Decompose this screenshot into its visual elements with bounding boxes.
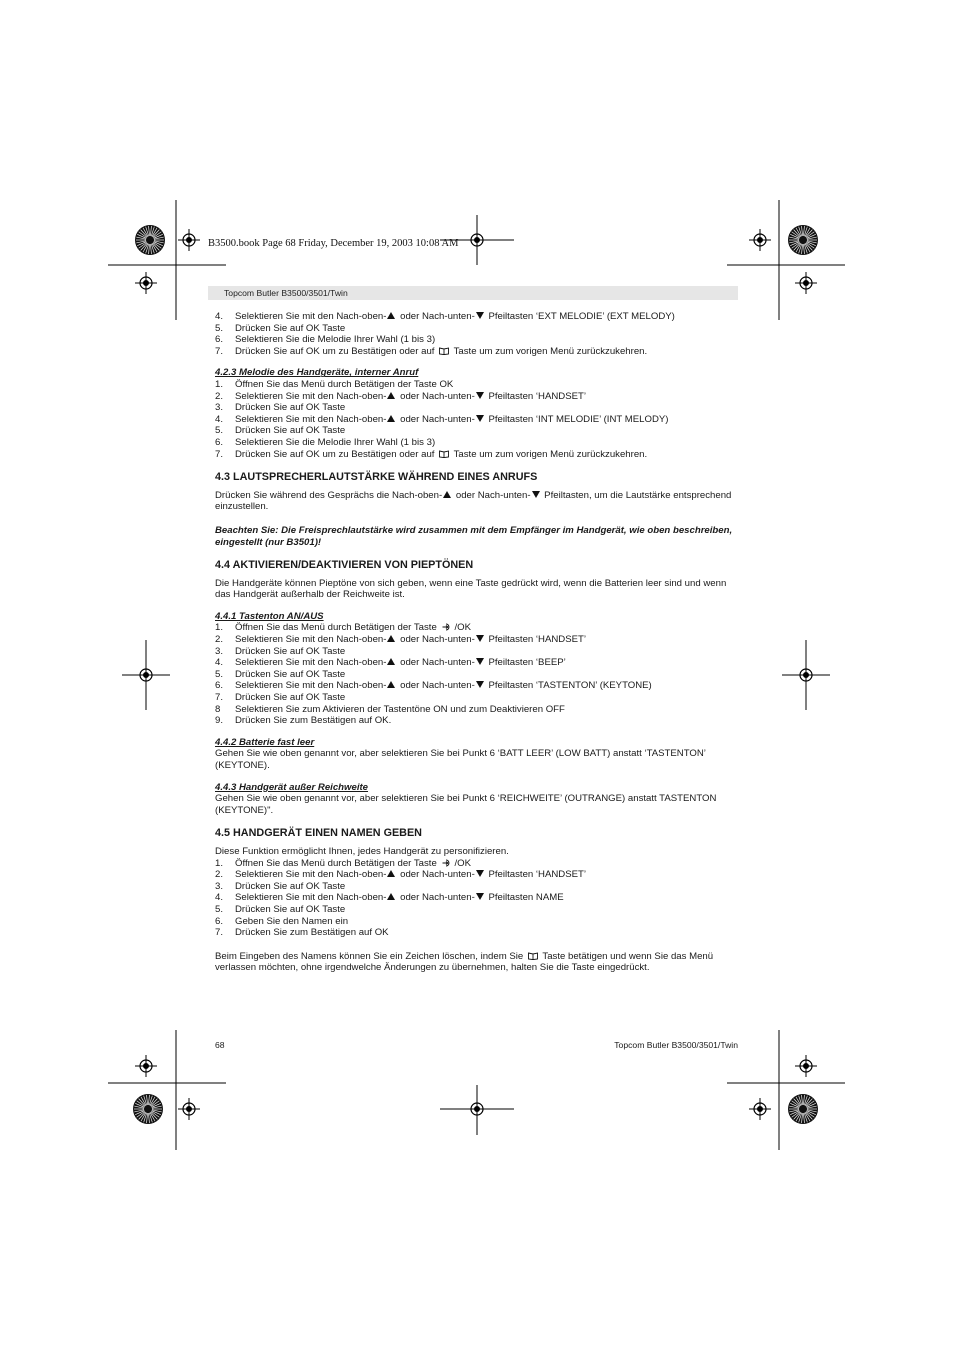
list-item-text: Drücken Sie zum Bestätigen auf OK xyxy=(235,927,389,939)
section-4-4-3-paragraph: Gehen Sie wie oben genannt vor, aber selektieren Sie bei Punkt 6 ‘REICHWEITE’ (OUTRANGE) anstatt TASTENTON (KEYTONE)". xyxy=(215,793,717,816)
up-arrow-icon xyxy=(387,392,395,399)
section-4-4-1-steps xyxy=(215,622,739,726)
section-4-3-title: 4.3 LAUTSPRECHERLAUTSTÄRKE WÄHREND EINES ANRUFS xyxy=(215,471,538,484)
header-title: Topcom Butler B3500/3501/Twin xyxy=(224,288,348,298)
melody-steps-list xyxy=(215,311,739,357)
list-item xyxy=(215,334,739,346)
running-header xyxy=(208,286,738,300)
list-item-number: 6. xyxy=(215,915,224,927)
list-item-number: 7. xyxy=(215,345,224,357)
list-item-number: 3. xyxy=(215,880,224,892)
down-arrow-icon xyxy=(476,893,484,900)
list-item-number: 3. xyxy=(215,402,224,414)
up-arrow-icon xyxy=(387,893,395,900)
list-item-text: Drücken Sie auf OK Taste xyxy=(235,880,346,892)
list-item-text: Drücken Sie auf OK Taste xyxy=(235,668,346,680)
page-content xyxy=(215,311,739,974)
list-item-text: Selektieren Sie mit den Nach-oben- oder Nach-unten- Pfeiltasten ‘BEEP’ xyxy=(235,657,566,669)
list-item-number: 7. xyxy=(215,692,224,704)
up-arrow-icon xyxy=(387,658,395,665)
list-item-number: 8 xyxy=(215,703,221,715)
menu-key-icon xyxy=(442,623,453,631)
list-item xyxy=(215,622,739,634)
section-4-4-paragraph: Die Handgeräte können Pieptöne von sich geben, wenn eine Taste gedrückt wird, wenn die Batterien leer sind und wenn das Handgerät außerhalb der Reichweite ist. xyxy=(215,577,727,601)
down-arrow-icon xyxy=(476,635,484,642)
list-item-text: Drücken Sie auf OK Taste xyxy=(235,903,346,915)
list-item-number: 4. xyxy=(215,413,224,425)
footer-title: Topcom Butler B3500/3501/Twin xyxy=(614,1040,738,1050)
section-4-4-1-title: 4.4.1 Tastenton AN/AUS xyxy=(215,610,324,622)
list-item xyxy=(215,379,739,391)
list-item-text: Selektieren Sie mit den Nach-oben- oder Nach-unten- Pfeiltasten ‘HANDSET’ xyxy=(235,390,587,402)
list-item-text: Öffnen Sie das Menü durch Betätigen der Taste /OK xyxy=(235,622,471,634)
list-item-number: 1. xyxy=(215,622,224,634)
list-item-number: 7. xyxy=(215,927,224,939)
section-4-3-note: Beachten Sie: Die Freisprechlautstärke wird zusammen mit dem Empfänger im Handgerät, wie oben beschreiben, eingestellt (nur B3501)! xyxy=(215,524,733,548)
list-item xyxy=(215,346,739,358)
list-item-text: Selektieren Sie mit den Nach-oben- oder Nach-unten- Pfeiltasten ‘EXT MELODIE’ (EXT MELODY) xyxy=(235,311,675,322)
list-item-text: Selektieren Sie mit den Nach-oben- oder Nach-unten- Pfeiltasten ‘HANDSET’ xyxy=(235,869,587,881)
list-item-text: Selektieren Sie die Melodie Ihrer Wahl (1 bis 3) xyxy=(235,436,436,448)
list-item-text: Öffnen Sie das Menü durch Betätigen der Taste /OK xyxy=(235,857,471,869)
down-arrow-icon xyxy=(476,312,484,319)
list-item xyxy=(215,858,739,870)
list-item xyxy=(215,904,739,916)
section-4-3-paragraph: Drücken Sie während des Gesprächs die Nach-oben- oder Nach-unten- Pfeiltasten, um die Lautstärke entsprechend einzustellen. xyxy=(215,489,732,513)
up-arrow-icon xyxy=(387,681,395,688)
list-item xyxy=(215,414,739,426)
list-item xyxy=(215,916,739,928)
list-item xyxy=(215,323,739,335)
list-item-number: 6. xyxy=(215,436,224,448)
list-item-number: 6. xyxy=(215,680,224,692)
list-item xyxy=(215,927,739,939)
down-arrow-icon xyxy=(476,392,484,399)
up-arrow-icon xyxy=(387,415,395,422)
list-item xyxy=(215,715,739,727)
list-item-text: Drücken Sie auf OK Taste xyxy=(235,645,346,657)
list-item xyxy=(215,437,739,449)
list-item-text: Drücken Sie auf OK um zu Bestätigen oder auf Taste um zum vorigen Menü zurückzukehren. xyxy=(235,448,648,460)
down-arrow-icon xyxy=(476,870,484,877)
list-item-number: 1. xyxy=(215,857,224,869)
list-item-text: Drücken Sie auf OK Taste xyxy=(235,425,346,437)
down-arrow-icon xyxy=(476,681,484,688)
list-item-text: Selektieren Sie mit den Nach-oben- oder Nach-unten- Pfeiltasten ‘HANDSET’ xyxy=(235,634,587,646)
list-item-number: 9. xyxy=(215,715,224,727)
section-4-2-3-steps xyxy=(215,379,739,460)
list-item-text: Öffnen Sie das Menü durch Betätigen der Taste OK xyxy=(235,378,454,390)
phonebook-icon xyxy=(439,347,449,355)
list-item xyxy=(215,311,739,323)
list-item xyxy=(215,892,739,904)
list-item-text: Drücken Sie auf OK um zu Bestätigen oder auf Taste um zum vorigen Menü zurückzukehren. xyxy=(235,345,648,357)
section-4-4-title: 4.4 AKTIVIEREN/DEAKTIVIEREN VON PIEPTÖNEN xyxy=(215,559,474,572)
section-4-4-2-title: 4.4.2 Batterie fast leer xyxy=(215,736,315,748)
list-item-text: Selektieren Sie mit den Nach-oben- oder Nach-unten- Pfeiltasten NAME xyxy=(235,892,564,904)
list-item xyxy=(215,704,739,716)
list-item-number: 6. xyxy=(215,334,224,346)
section-4-4-3-title: 4.4.3 Handgerät außer Reichweite xyxy=(215,781,369,793)
list-item xyxy=(215,680,739,692)
section-4-5-intro: Diese Funktion ermöglicht Ihnen, jedes Handgerät zu personifizieren. xyxy=(215,845,509,857)
list-item xyxy=(215,391,739,403)
list-item-number: 5. xyxy=(215,425,224,437)
list-item xyxy=(215,881,739,893)
list-item-text: Selektieren Sie mit den Nach-oben- oder Nach-unten- Pfeiltasten ‘TASTENTON’ (KEYTONE) xyxy=(235,680,652,692)
up-arrow-icon xyxy=(387,635,395,642)
list-item xyxy=(215,634,739,646)
list-item-text: Drücken Sie zum Bestätigen auf OK. xyxy=(235,715,392,727)
list-item-text: Geben Sie den Namen ein xyxy=(235,915,349,927)
list-item xyxy=(215,425,739,437)
list-item-number: 2. xyxy=(215,869,224,881)
list-item xyxy=(215,657,739,669)
print-note: B3500.book Page 68 Friday, December 19, 2003 10:08 AM xyxy=(208,238,459,249)
menu-key-icon xyxy=(442,859,453,867)
list-item xyxy=(215,692,739,704)
down-arrow-icon xyxy=(476,415,484,422)
section-4-4-2-paragraph: Gehen Sie wie oben genannt vor, aber selektieren Sie bei Punkt 6 ‘BATT LEER’ (LOW BATT) anstatt ‘TASTENTON’ (KEYTONE). xyxy=(215,748,706,771)
list-item-number: 4. xyxy=(215,657,224,669)
up-arrow-icon xyxy=(387,312,395,319)
list-item-text: Drücken Sie auf OK Taste xyxy=(235,402,346,414)
phonebook-icon xyxy=(528,952,538,960)
list-item-number: 1. xyxy=(215,378,224,390)
list-item-number: 4. xyxy=(215,892,224,904)
section-4-5-outro: Beim Eingeben des Namens können Sie ein Zeichen löschen, indem Sie Taste betätigen und wenn Sie das Menü verlassen möchten, ohne irgendwelche Änderungen zu übernehmen, halten Sie die Taste eingedrückt. xyxy=(215,950,714,974)
down-arrow-icon xyxy=(532,491,540,498)
list-item xyxy=(215,869,739,881)
page-number: 68 xyxy=(215,1040,225,1050)
list-item-number: 2. xyxy=(215,634,224,646)
section-4-2-3-title: 4.2.3 Melodie des Handgeräte, interner Anruf xyxy=(215,367,419,379)
list-item-number: 3. xyxy=(215,645,224,657)
list-item xyxy=(215,402,739,414)
down-arrow-icon xyxy=(476,658,484,665)
phonebook-icon xyxy=(439,450,449,458)
up-arrow-icon xyxy=(387,870,395,877)
list-item xyxy=(215,669,739,681)
list-item-text: Drücken Sie auf OK Taste xyxy=(235,322,346,334)
list-item-text: Drücken Sie auf OK Taste xyxy=(235,692,346,704)
list-item-number: 5. xyxy=(215,322,224,334)
section-4-5-steps xyxy=(215,858,739,939)
section-4-5-title: 4.5 HANDGERÄT EINEN NAMEN GEBEN xyxy=(215,827,422,840)
list-item-text: Selektieren Sie zum Aktivieren der Tastentöne ON und zum Deaktivieren OFF xyxy=(235,703,565,715)
list-item-number: 4. xyxy=(215,311,224,322)
list-item-text: Selektieren Sie mit den Nach-oben- oder Nach-unten- Pfeiltasten ‘INT MELODIE’ (INT MELODY) xyxy=(235,413,669,425)
list-item-number: 5. xyxy=(215,903,224,915)
list-item-number: 5. xyxy=(215,668,224,680)
up-arrow-icon xyxy=(443,491,451,498)
list-item-number: 7. xyxy=(215,448,224,460)
list-item xyxy=(215,646,739,658)
list-item xyxy=(215,449,739,461)
list-item-number: 2. xyxy=(215,390,224,402)
list-item-text: Selektieren Sie die Melodie Ihrer Wahl (1 bis 3) xyxy=(235,334,436,346)
